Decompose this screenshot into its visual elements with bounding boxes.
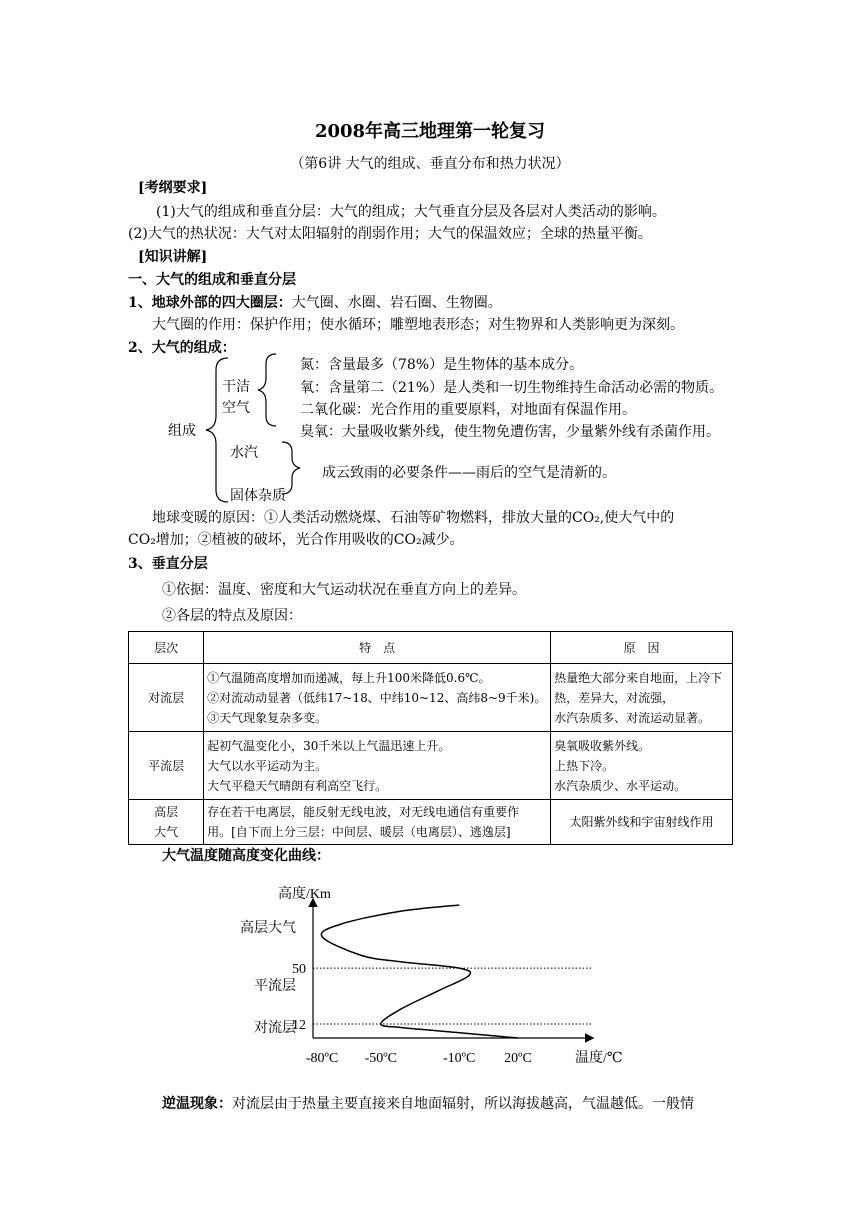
page-title: 2008年高三地理第一轮复习 <box>314 121 546 142</box>
x-tick-label: -80ºC <box>305 1051 339 1066</box>
layer-reasons: 太阳紫外线和宇宙射线作用 <box>551 800 733 845</box>
feature-line: ③天气现象复杂多变。 <box>207 710 328 725</box>
reason-line: 水汽杂质少、水平运动。 <box>554 778 687 793</box>
dry-air-label-1: 干洁 <box>222 379 250 395</box>
reason-line: 臭氧吸收紫外线。 <box>554 738 651 753</box>
reason-line: 水汽杂质多、对流运动显著。 <box>554 710 711 725</box>
solids-label: 固体杂质 <box>230 488 286 504</box>
outline-heading: [考纲要求] <box>138 180 208 196</box>
x-tick-label: 20ºC <box>504 1051 532 1066</box>
layer-label-troposphere: 对流层 <box>254 1021 296 1036</box>
curve-caption: 大气温度随高度变化曲线： <box>162 848 330 864</box>
y-axis-label: 高度/Km <box>278 887 331 902</box>
reason-line: 上热下冷。 <box>554 758 615 773</box>
inversion-text: 对流层由于热量主要直接来自地面辐射，所以海拔越高，气温越低。一般情 <box>232 1096 694 1112</box>
table-row <box>129 664 733 732</box>
point-2-label: 2、大气的组成： <box>128 340 236 356</box>
layers-table <box>128 631 733 845</box>
table-row <box>129 800 733 845</box>
warming-line-1: 地球变暖的原因：①人类活动燃烧煤、石油等矿物燃料，排放大量的CO₂,使大气中的 <box>152 510 675 526</box>
reason-line: 热量绝大部分来自地面，上冷下 <box>554 670 723 685</box>
inversion-label: 逆温现象： <box>162 1096 232 1112</box>
layer-name: 对流层 <box>129 664 204 732</box>
point-1 <box>128 293 502 313</box>
composition-root-label: 组成 <box>168 423 196 439</box>
layers-features-intro: ②各层的特点及原因： <box>162 608 302 624</box>
section-1-heading: 一、大气的组成和垂直分层 <box>128 272 296 288</box>
reason-line: 热，差异大，对流强， <box>554 690 675 705</box>
table-header-layer: 层次 <box>129 632 204 664</box>
layer-label-stratosphere: 平流层 <box>254 979 296 994</box>
layer-label-upper: 高层大气 <box>240 921 296 936</box>
layer-features <box>204 732 551 800</box>
layers-basis: ①依据：温度、密度和大气运动状况在垂直方向上的差异。 <box>162 582 526 598</box>
inversion-paragraph <box>162 1094 694 1114</box>
feature-line: 起初气温变化小，30千米以上气温迅速上升。 <box>207 738 451 753</box>
temperature-curve <box>321 905 518 1038</box>
layer-reasons <box>551 732 733 800</box>
table-row <box>129 732 733 800</box>
layer-name: 平流层 <box>129 732 204 800</box>
dry-air-label-2: 空气 <box>222 400 250 416</box>
dry-air-brace <box>258 354 276 426</box>
feature-line: 大气平稳天气晴朗有利高空飞行。 <box>207 778 388 793</box>
feature-line: 大气以水平运动为主。 <box>207 758 328 773</box>
layer-name-line: 大气 <box>154 825 179 839</box>
page-subtitle: （第6讲 大气的组成、垂直分布和热力状况） <box>290 156 570 172</box>
warming-line-2: CO₂增加；②植被的破坏，光合作用吸收的CO₂减少。 <box>128 532 464 548</box>
feature-line: 用。[自下而上分三层：中间层、暖层（电离层）、逃逸层] <box>207 825 511 839</box>
ozone-item: 臭氧：大量吸收紫外线，使生物免遭伤害，少量紫外线有杀菌作用。 <box>300 424 720 440</box>
layer-name-line: 高层 <box>154 805 179 819</box>
y-tick-label: 12 <box>292 1017 306 1033</box>
vapor-solids-note: 成云致雨的必要条件——雨后的空气是清新的。 <box>322 465 616 481</box>
point-1-label: 1、地球外部的四大圈层： <box>128 295 292 311</box>
table-header-reasons: 原 因 <box>551 632 733 664</box>
feature-line: ①气温随高度增加而递减，每上升100米降低0.6℃。 <box>207 670 491 685</box>
temperature-height-chart <box>230 876 650 1072</box>
co2-item: 二氧化碳：光合作用的重要原料，对地面有保温作用。 <box>300 402 636 418</box>
outline-item-2: (2)大气的热状况：大气对太阳辐射的削弱作用；大气的保温效应；全球的热量平衡。 <box>128 226 652 242</box>
x-tick-label: -10ºC <box>443 1051 476 1066</box>
oxygen-item: 氧：含量第二（21%）是人类和一切生物维持生命活动必需的物质。 <box>300 380 724 396</box>
table-header-features: 特 点 <box>204 632 551 664</box>
point-3-label: 3、垂直分层 <box>128 556 208 572</box>
vapor-label: 水汽 <box>230 445 258 461</box>
nitrogen-item: 氮：含量最多（78%）是生物体的基本成分。 <box>300 357 584 373</box>
feature-line: ②对流动动显著（低纬17~18、中纬10~12、高纬8~9千米)。 <box>207 690 547 705</box>
layer-name <box>129 800 204 845</box>
layer-features <box>204 664 551 732</box>
outline-item-1: (1)大气的组成和垂直分层：大气的组成；大气垂直分层及各层对人类活动的影响。 <box>156 204 666 220</box>
table-header-row <box>129 632 733 664</box>
point-1-text: 大气圈、水圈、岩石圈、生物圈。 <box>291 295 502 311</box>
x-tick-label: -50ºC <box>364 1051 397 1066</box>
x-axis-label: 温度/℃ <box>575 1051 623 1066</box>
y-tick-label: 50 <box>292 962 306 978</box>
knowledge-heading: [知识讲解] <box>138 249 208 265</box>
feature-line: 存在若干电离层，能反射无线电波，对无线电通信有重要作 <box>207 805 520 819</box>
atmosphere-role: 大气圈的作用：保护作用；使水循环；雕塑地表形态；对生物界和人类影响更为深刻。 <box>152 317 684 333</box>
layer-features <box>204 800 551 845</box>
layer-reasons <box>551 664 733 732</box>
